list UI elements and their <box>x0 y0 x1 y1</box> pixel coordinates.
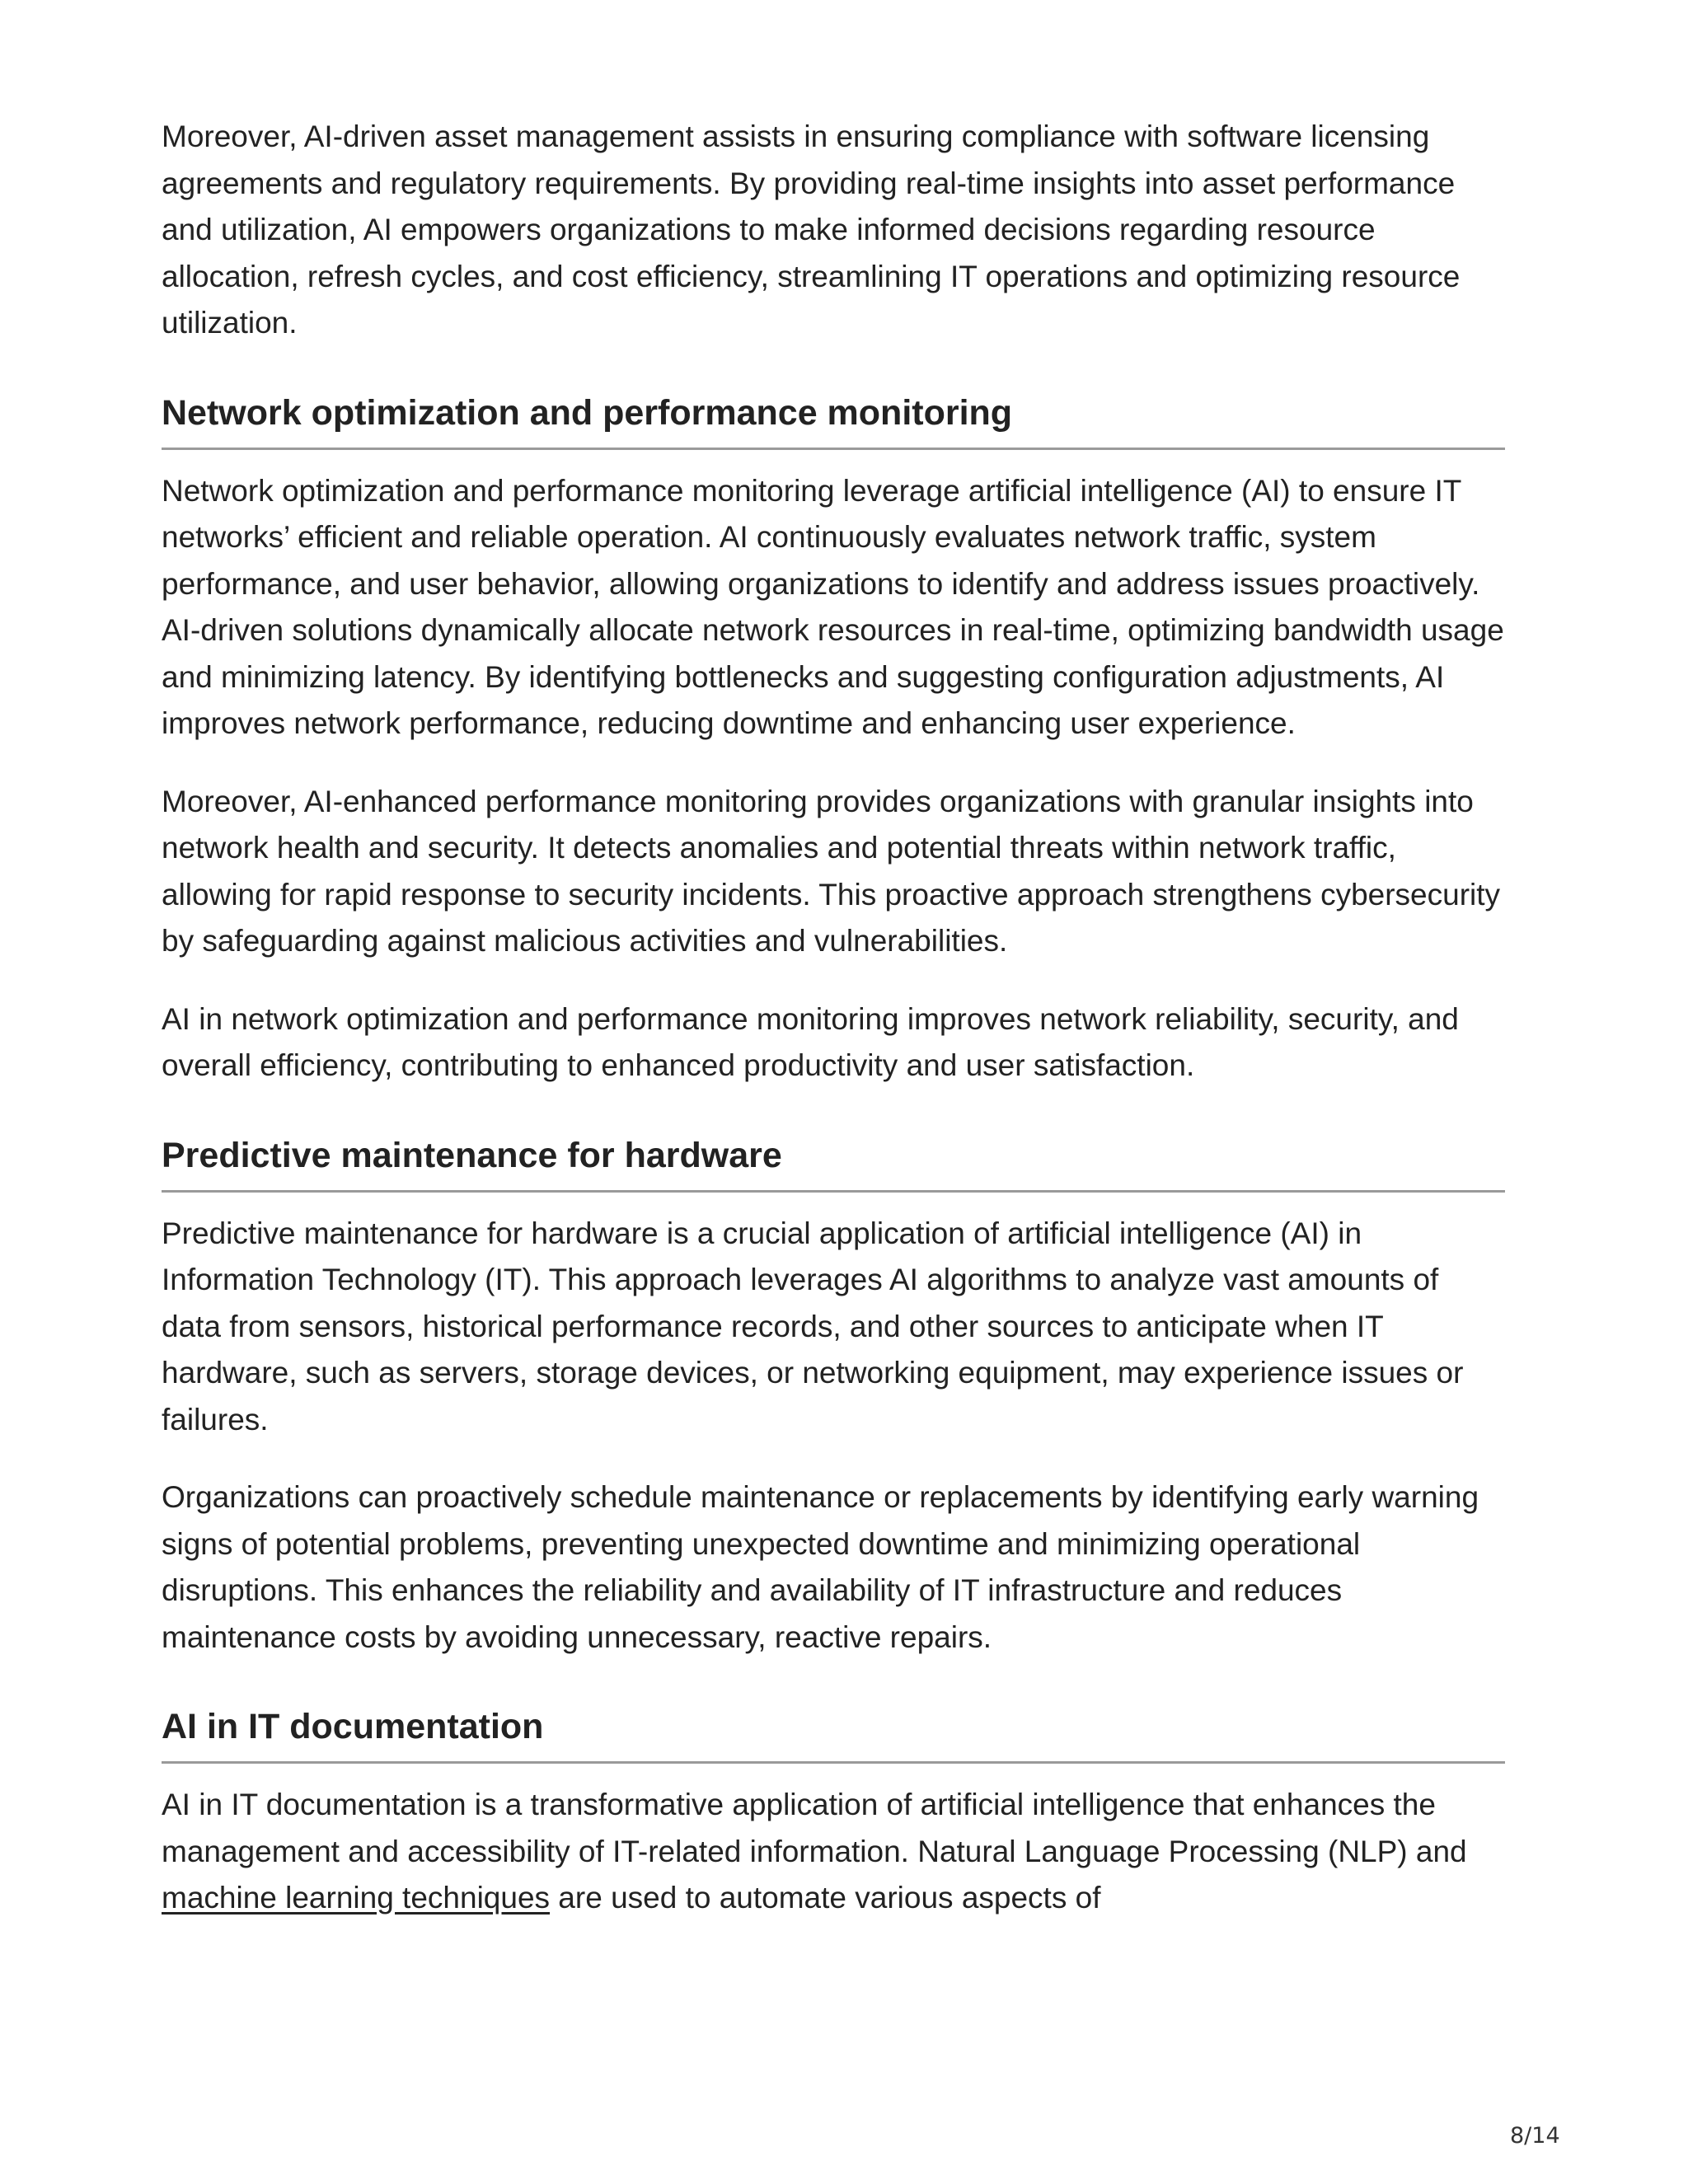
section-heading-ai-it-documentation: AI in IT documentation <box>162 1704 1505 1764</box>
ai-it-documentation-paragraph <box>162 1782 1505 1922</box>
section-heading-network-optimization: Network optimization and performance monitoring <box>162 390 1505 450</box>
ai-it-documentation-text-before-link: AI in IT documentation is a transformative application of artificial intelligence that enhances the management and accessibility of IT-related information. Natural Language Processing (NLP) and <box>162 1788 1467 1868</box>
ai-it-documentation-text-after-link: are used to automate various aspects of <box>550 1881 1101 1915</box>
network-optimization-paragraph-1: Network optimization and performance monitoring leverage artificial intelligence (AI) to ensure IT networks’ efficient and reliable operation. AI continuously evaluates network traffic, system performance, and user behavior, allowing organizations to identify and address issues proactively. AI-driven solutions dynamically allocate network resources in real-time, optimizing bandwidth usage and minimizing latency. By identifying bottlenecks and suggesting configuration adjustments, AI improves network performance, reducing downtime and enhancing user experience. <box>162 473 1504 740</box>
article-body <box>162 114 1505 1953</box>
section-predictive-maintenance <box>162 1132 1505 1661</box>
network-optimization-paragraph-3: AI in network optimization and performance monitoring improves network reliability, security, and overall efficiency, contributing to enhanced productivity and user satisfaction. <box>162 1001 1459 1082</box>
page-number: 8/14 <box>1510 2123 1560 2149</box>
section-network-optimization <box>162 390 1505 1090</box>
network-optimization-paragraph-2: Moreover, AI-enhanced performance monitoring provides organizations with granular insights into network health and security. It detects anomalies and potential threats within network traffic, allowing for rapid response to security incidents. This proactive approach strengthens cybersecurity by safeguarding against malicious activities and vulnerabilities. <box>162 784 1501 958</box>
predictive-maintenance-paragraph-2: Organizations can proactively schedule maintenance or replacements by identifying early warning signs of potential problems, preventing unexpected downtime and minimizing operational disruptions. This enhances the reliability and availability of IT infrastructure and reduces maintenance costs by avoiding unnecessary, reactive repairs. <box>162 1480 1479 1654</box>
predictive-maintenance-paragraph-1: Predictive maintenance for hardware is a crucial application of artificial intelligence (AI) in Information Technology (IT). This approach leverages AI algorithms to analyze vast amounts of data from sensors, historical performance records, and other sources to anticipate when IT hardware, such as servers, storage devices, or networking equipment, may experience issues or failures. <box>162 1216 1464 1436</box>
section-ai-it-documentation <box>162 1704 1505 1922</box>
section-heading-predictive-maintenance: Predictive maintenance for hardware <box>162 1132 1505 1193</box>
machine-learning-techniques-link[interactable]: machine learning techniques <box>162 1881 551 1915</box>
intro-paragraph: Moreover, AI-driven asset management assists in ensuring compliance with software licensing agreements and regulatory requirements. By providing real-time insights into asset performance and utilization, AI empowers organizations to make informed decisions regarding resource allocation, refresh cycles, and cost efficiency, streamlining IT operations and optimizing resource utilization. <box>162 120 1461 340</box>
